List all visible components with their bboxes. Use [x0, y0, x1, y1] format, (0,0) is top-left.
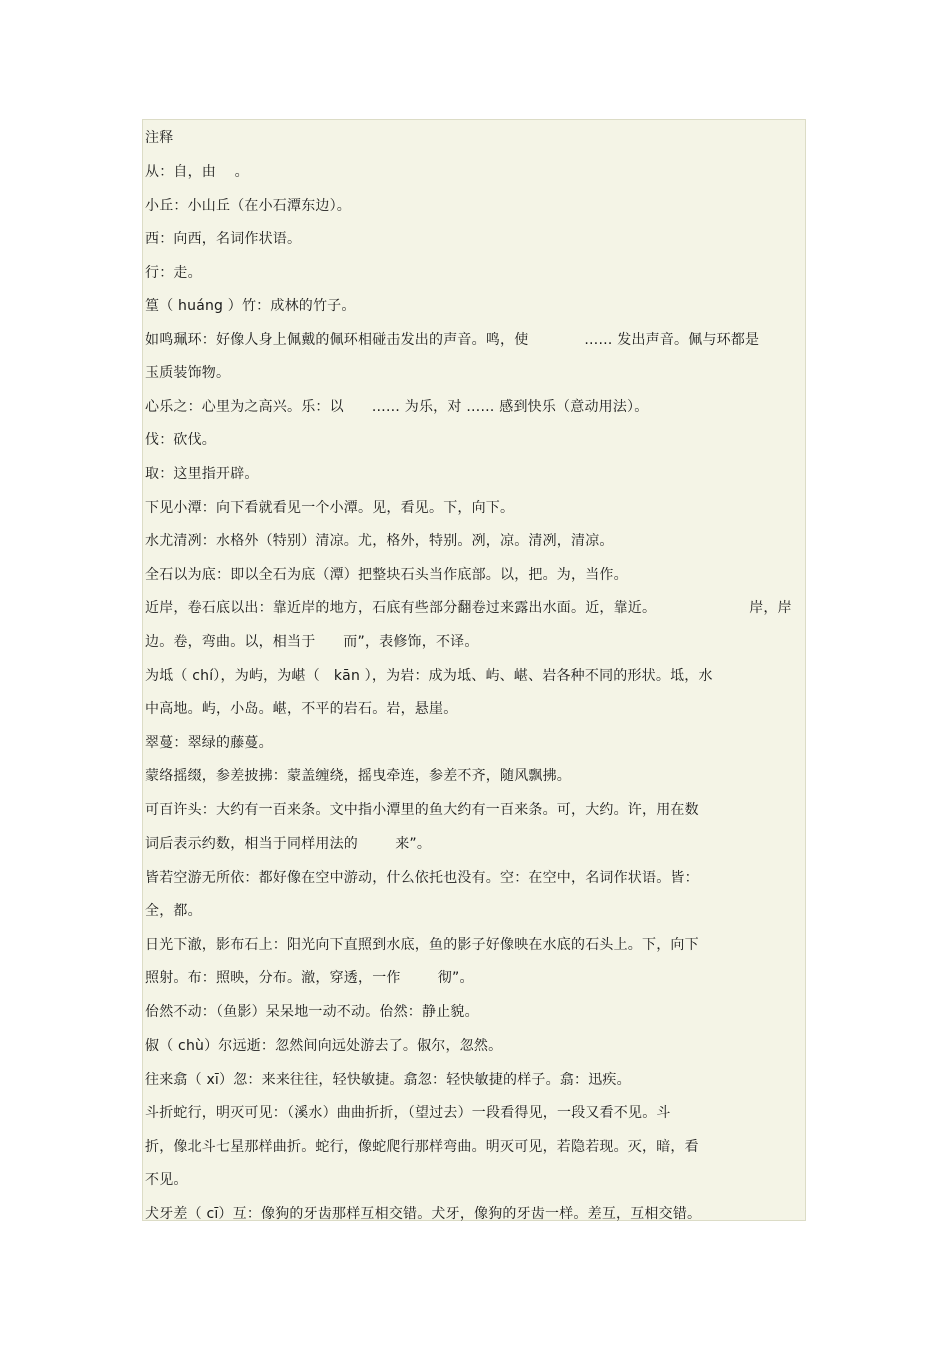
- note-line: 行：走。: [145, 265, 202, 281]
- note-line: 翠蔓：翠绿的藤蔓。: [145, 735, 273, 751]
- note-line: 玉质装饰物。: [145, 365, 231, 381]
- note-line: 可百许头：大约有一百来条。文中指小潭里的鱼大约有一百来条。可，大约。许，用在数: [145, 802, 699, 818]
- note-line: 下见小潭：向下看就看见一个小潭。见，看见。下，向下。: [145, 500, 515, 516]
- note-line: 近岸，卷石底以出：靠近岸的地方，石底有些部分翻卷过来露出水面。近，靠近。 岸，岸: [145, 600, 792, 616]
- note-line: 折，像北斗七星那样曲折。蛇行，像蛇爬行那样弯曲。明灭可见，若隐若现。灭，暗，看: [145, 1139, 699, 1155]
- note-line: 中高地。屿，小岛。嵁，不平的岩石。岩，悬崖。: [145, 701, 458, 717]
- note-line: 佁然不动：（鱼影）呆呆地一动不动。佁然：静止貌。: [145, 1004, 479, 1020]
- annotation-panel: [142, 119, 806, 1221]
- note-line: 词后表示约数，相当于同样用法的 来”。: [145, 836, 432, 852]
- note-line: 小丘：小山丘（在小石潭东边）。: [145, 198, 351, 214]
- note-line: 日光下澈，影布石上：阳光向下直照到水底，鱼的影子好像映在水底的石头上。下，向下: [145, 937, 699, 953]
- note-line: 全石以为底：即以全石为底（潭）把整块石头当作底部。以，把。为，当作。: [145, 567, 628, 583]
- note-line: 往来翕（ xī）忽：来来往往，轻快敏捷。翕忽：轻快敏捷的样子。翕：迅疾。: [145, 1072, 631, 1088]
- note-line: 照射。布：照映，分布。澈，穿透，一作 彻”。: [145, 970, 474, 986]
- note-line: 取：这里指开辟。: [145, 466, 259, 482]
- note-line: 篁（ huáng ）竹：成林的竹子。: [145, 298, 356, 314]
- note-line: 俶（ chù）尔远逝：忽然间向远处游去了。俶尔，忽然。: [145, 1038, 503, 1054]
- note-line: 水尤清冽：水格外（特别）清凉。尤，格外，特别。冽，凉。清冽，清凉。: [145, 533, 614, 549]
- note-line: 为坻（ chí），为屿，为嵁（ kān ），为岩：成为坻、屿、嵁、岩各种不同的形状。坻，水: [145, 668, 713, 684]
- note-line: 不见。: [145, 1172, 188, 1188]
- note-line: 从：自，由 。: [145, 164, 249, 180]
- note-line: 全，都。: [145, 903, 202, 919]
- note-line: 皆若空游无所依：都好像在空中游动，什么依托也没有。空：在空中，名词作状语。皆：: [145, 870, 699, 886]
- note-line: 蒙络摇缀，参差披拂：蒙盖缠绕，摇曳牵连，参差不齐，随风飘拂。: [145, 768, 571, 784]
- note-line: 边。卷，弯曲。以，相当于 而”，表修饰，不译。: [145, 634, 479, 650]
- note-line: 伐：砍伐。: [145, 432, 216, 448]
- note-line: 西：向西，名词作状语。: [145, 231, 302, 247]
- note-line: 斗折蛇行，明灭可见：（溪水）曲曲折折，（望过去）一段看得见，一段又看不见。斗: [145, 1105, 671, 1121]
- heading-annotations: 注释: [145, 130, 174, 146]
- note-line: 犬牙差（ cī）互：像狗的牙齿那样互相交错。犬牙，像狗的牙齿一样。差互，互相交错。: [145, 1206, 702, 1222]
- note-line: 如鸣珮环：好像人身上佩戴的佩环相碰击发出的声音。鸣，使 …… 发出声音。佩与环都是: [145, 332, 760, 348]
- note-line: 心乐之：心里为之高兴。乐：以 …… 为乐，对 …… 感到快乐（意动用法）。: [145, 399, 649, 415]
